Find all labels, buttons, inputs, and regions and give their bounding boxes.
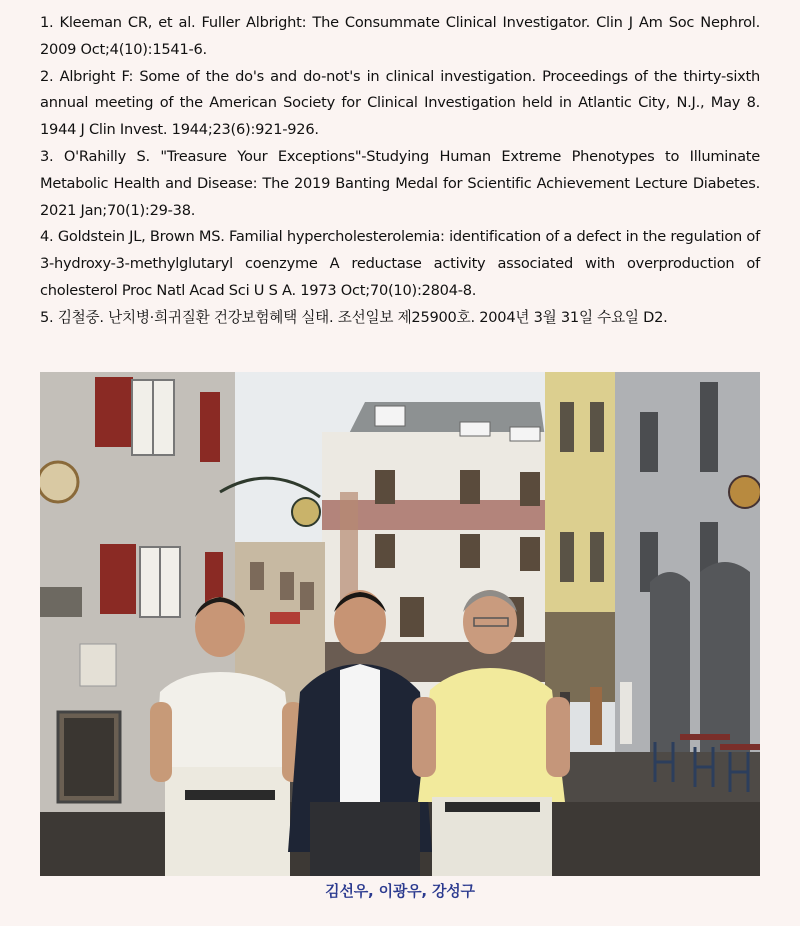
- group-photo: [40, 372, 760, 876]
- reference-item-5: 5. 김철중. 난치병·희귀질환 건강보험혜택 실태. 조선일보 제25900호. 2004년 3월 31일 수요일 D2.: [40, 308, 668, 326]
- reference-item-4: 4. Goldstein JL, Brown MS. Familial hypercholesterolemia: identification of a defect in the regulation of 3-hydroxy-3-methylglutaryl coenzyme A reductase activity associated with overproduction of cholesterol Proc Natl Acad Sci U S A. 1973 Oct;70(10):2804-8.: [40, 228, 760, 299]
- reference-item-1: 1. Kleeman CR, et al. Fuller Albright: The Consummate Clinical Investigator. Clin J Am Soc Nephrol. 2009 Oct;4(10):1541-6.: [40, 14, 760, 58]
- photo-caption: 김선우, 이광우, 강성구: [325, 882, 475, 900]
- reference-list: [40, 10, 760, 332]
- reference-item-3: 3. O'Rahilly S. "Treasure Your Exceptions"-Studying Human Extreme Phenotypes to Illuminate Metabolic Health and Disease: The 2019 Banting Medal for Scientific Achievement Lecture Diabetes. 2021 Jan;70(1):29-38.: [40, 147, 760, 219]
- reference-item-2: 2. Albright F: Some of the do's and do-not's in clinical investigation. Proceedings of the thirty-sixth annual meeting of the American Society for Clinical Investigation held in Atlantic City, N.J., May 8. 1944 J Clin Invest. 1944;23(6):921-926.: [40, 67, 760, 139]
